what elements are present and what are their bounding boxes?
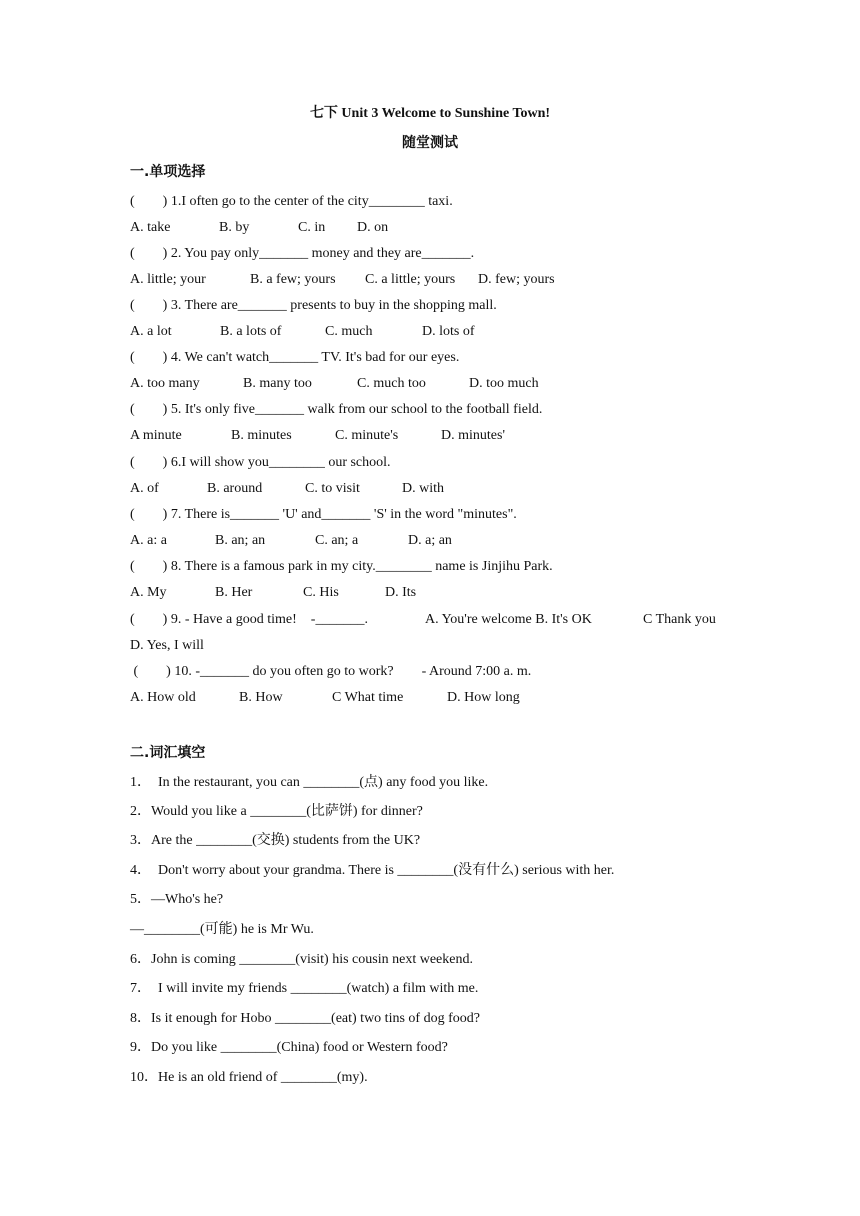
q4-option-c: C. much too — [357, 376, 426, 391]
q8-option-b: B. Her — [215, 585, 253, 600]
vocab-item-1: 1． In the restaurant, you can ________(点) any food you like. — [130, 775, 489, 790]
q6-option-b: B. around — [207, 481, 263, 496]
q7-option-a: A. a: a — [130, 533, 167, 548]
q2-option-c: C. a little; yours — [365, 272, 456, 287]
q5-option-d: D. minutes' — [441, 428, 505, 443]
vocab-item-5: 5．—Who's he? — [130, 892, 224, 907]
q5-option-a: A minute — [130, 428, 182, 443]
q3-option-d: D. lots of — [422, 324, 475, 339]
vocab-item-8: 8．Is it enough for Hobo ________(eat) two tins of dog food? — [130, 1011, 480, 1026]
section-1-heading: 一.单项选择 — [130, 164, 206, 180]
q10-option-c: C What time — [332, 690, 404, 705]
q3-option-a: A. a lot — [130, 324, 172, 339]
question-7: ( ) 7. There is_______ 'U' and_______ 'S' in the word "minutes". — [130, 507, 517, 522]
q2-option-d: D. few; yours — [478, 272, 555, 287]
q3-option-b: B. a lots of — [220, 324, 282, 339]
q1-option-d: D. on — [357, 220, 389, 235]
question-5: ( ) 5. It's only five_______ walk from our school to the football field. — [130, 402, 543, 417]
q1-option-a: A. take — [130, 220, 171, 235]
question-10: ( ) 10. -_______ do you often go to work? - Around 7:00 a. m. — [130, 664, 532, 679]
question-8: ( ) 8. There is a famous park in my city.________ name is Jinjihu Park. — [130, 559, 553, 574]
page-title: 七下 Unit 3 Welcome to Sunshine Town! — [309, 106, 551, 121]
q5-option-b: B. minutes — [231, 428, 292, 443]
q5-option-c: C. minute's — [335, 428, 399, 443]
vocab-item-9: 9．Do you like ________(China) food or Western food? — [130, 1040, 448, 1055]
vocab-item-4: 4． Don't worry about your grandma. There is ________(没有什么) serious with her. — [130, 863, 615, 878]
q7-option-d: D. a; an — [408, 533, 452, 548]
q6-option-d: D. with — [402, 481, 444, 496]
q6-option-a: A. of — [130, 481, 159, 496]
q9-option-c: C Thank you — [643, 612, 716, 627]
question-4: ( ) 4. We can't watch_______ TV. It's bad for our eyes. — [130, 350, 460, 365]
q7-option-b: B. an; an — [215, 533, 266, 548]
q1-option-c: C. in — [298, 220, 326, 235]
q9-option-d: D. Yes, I will — [130, 638, 204, 653]
vocab-item-2: 2．Would you like a ________(比萨饼) for dinner? — [130, 804, 423, 819]
question-2: ( ) 2. You pay only_______ money and they are_______. — [130, 246, 475, 261]
q8-option-d: D. Its — [385, 585, 417, 600]
question-3: ( ) 3. There are_______ presents to buy in the shopping mall. — [130, 298, 497, 313]
q10-option-d: D. How long — [447, 690, 520, 705]
vocab-item-5-answer: —________(可能) he is Mr Wu. — [130, 922, 314, 937]
q8-option-c: C. His — [303, 585, 339, 600]
q2-option-a: A. little; your — [130, 272, 206, 287]
q4-option-b: B. many too — [243, 376, 312, 391]
q10-option-a: A. How old — [130, 690, 196, 705]
vocab-item-7: 7． I will invite my friends ________(watch) a film with me. — [130, 981, 479, 996]
vocab-item-6: 6．John is coming ________(visit) his cousin next weekend. — [130, 952, 473, 967]
vocab-item-3: 3．Are the ________(交换) students from the UK? — [130, 833, 421, 848]
page-subtitle: 随堂测试 — [402, 135, 458, 151]
q6-option-c: C. to visit — [305, 481, 360, 496]
q4-option-a: A. too many — [130, 376, 200, 391]
q10-option-b: B. How — [239, 690, 283, 705]
q9-option-ab: A. You're welcome B. It's OK — [425, 612, 592, 627]
question-6: ( ) 6.I will show you________ our school. — [130, 455, 391, 470]
q1-option-b: B. by — [219, 220, 250, 235]
q7-option-c: C. an; a — [315, 533, 359, 548]
q4-option-d: D. too much — [469, 376, 539, 391]
vocab-item-10: 10．He is an old friend of ________(my). — [130, 1070, 368, 1085]
question-9: ( ) 9. - Have a good time! -_______. — [130, 612, 368, 627]
q8-option-a: A. My — [130, 585, 167, 600]
question-1: ( ) 1.I often go to the center of the city________ taxi. — [130, 194, 453, 209]
section-2-heading: 二.词汇填空 — [130, 745, 206, 761]
q2-option-b: B. a few; yours — [250, 272, 336, 287]
q3-option-c: C. much — [325, 324, 373, 339]
